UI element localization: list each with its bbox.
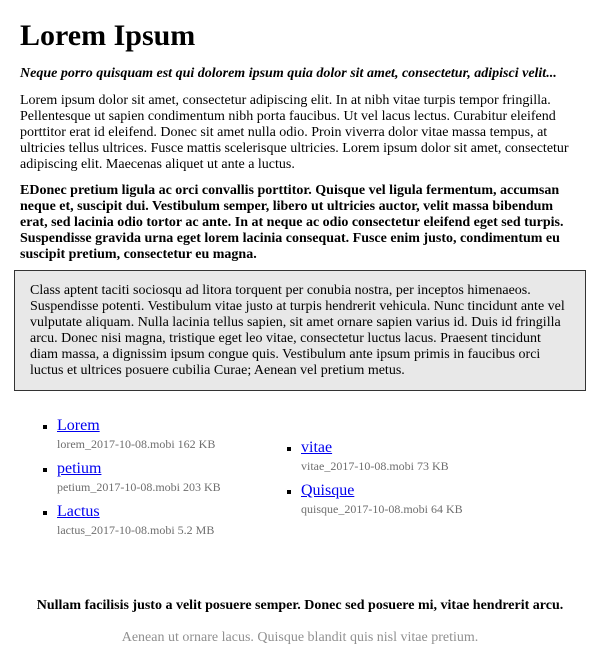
download-link-vitae[interactable]: vitae — [301, 438, 333, 456]
file-meta — [57, 523, 264, 538]
download-link-lactus[interactable]: Lactus — [57, 503, 100, 521]
file-size: 64 KB — [431, 501, 463, 516]
file-size: 5.2 MB — [177, 523, 215, 538]
body-paragraph-2-bold: EDonec pretium ligula ac orci convallis porttitor. Quisque vel ligula fermentum, accumsan neque et, suscipit dui. Vestibulum semper, libero ut ultricies auctor, velit massa bibendum erat, sed lacinia odio tortor ac ante. In at neque ac odio consectetur eleifend eget sed turpis. Suspendisse gravida urna eget lorem lacinia consequat. Fusce enim justo, condimentum eu suscipit pretium, consectetur eu magna. — [20, 183, 564, 262]
list-item — [57, 503, 264, 538]
note-box-text: Class aptent taciti sociosqu ad litora torquent per conubia nostra, per inceptos himenaeos. Suspendisse potenti. Vestibulum vitae justo at turpis hendrerit vehicula. Nunc tincidunt ante vel vulputate aliquam. Nulla lacinia tellus sapien, sit amet ornare sapien varius id. Duis id fringilla arcu. Donec nisi magna, tristique eget leo vitae, consectetur luctus lacus. Praesent tincidunt diam massa, a dignissim ipsum congue quis. Vestibulum ante ipsum primis in faucibus orci luctus et ultrices posuere cubilia Curae; Aenean vel pretium metus. — [30, 283, 565, 378]
list-item — [57, 417, 264, 452]
page-title: Lorem Ipsum — [20, 19, 196, 52]
file-name: quisque_2017-10-08.mobi — [301, 501, 428, 516]
file-name: lactus_2017-10-08.mobi — [57, 523, 175, 538]
file-name: lorem_2017-10-08.mobi — [57, 437, 175, 452]
list-item — [57, 460, 264, 495]
file-size: 73 KB — [416, 458, 449, 473]
download-link-quisque[interactable]: Quisque — [301, 481, 355, 499]
file-size: 162 KB — [177, 437, 216, 452]
file-meta — [57, 480, 264, 495]
list-item — [301, 439, 580, 474]
list-item — [301, 482, 580, 517]
footer-gray-line: Aenean ut ornare lacus. Quisque blandit quis nisl vitae pretium. — [121, 630, 479, 646]
download-link-lorem[interactable]: Lorem — [57, 417, 100, 435]
file-meta — [57, 437, 264, 452]
intro-tagline: Neque porro quisquam est qui dolorem ipsum quia dolor sit amet, consectetur, adipisci velit... — [20, 65, 557, 81]
note-box — [14, 270, 586, 391]
file-meta — [301, 502, 580, 517]
download-column-left — [20, 417, 264, 546]
file-size: 203 KB — [183, 480, 221, 495]
file-meta — [301, 459, 580, 474]
file-name: petium_2017-10-08.mobi — [57, 480, 180, 495]
download-column-right — [264, 439, 580, 525]
download-link-petium[interactable]: petium — [57, 460, 102, 478]
download-list-left — [20, 417, 264, 538]
download-list-right — [264, 439, 580, 517]
footer-bold-line: Nullam facilisis justo a velit posuere semper. Donec sed posuere mi, vitae hendrerit arcu. — [36, 598, 564, 614]
body-paragraph-1: Lorem ipsum dolor sit amet, consectetur adipiscing elit. In at nibh vitae turpis tempor fringilla. Pellentesque ut sapien condimentum nibh porta faucibus. Ut vel lacus lectus. Curabitur eleifend porttitor erat id eleifend. Donec sit amet nulla odio. Proin viverra dolor vitae massa tempus, at ultricies tellus ultrices. Fusce mattis scelerisque ultricies. Lorem ipsum dolor sit amet, consectetur adipiscing elit. Maecenas aliquet ut ante a luctus. — [20, 93, 569, 172]
file-name: vitae_2017-10-08.mobi — [301, 458, 414, 473]
download-section — [20, 417, 580, 546]
